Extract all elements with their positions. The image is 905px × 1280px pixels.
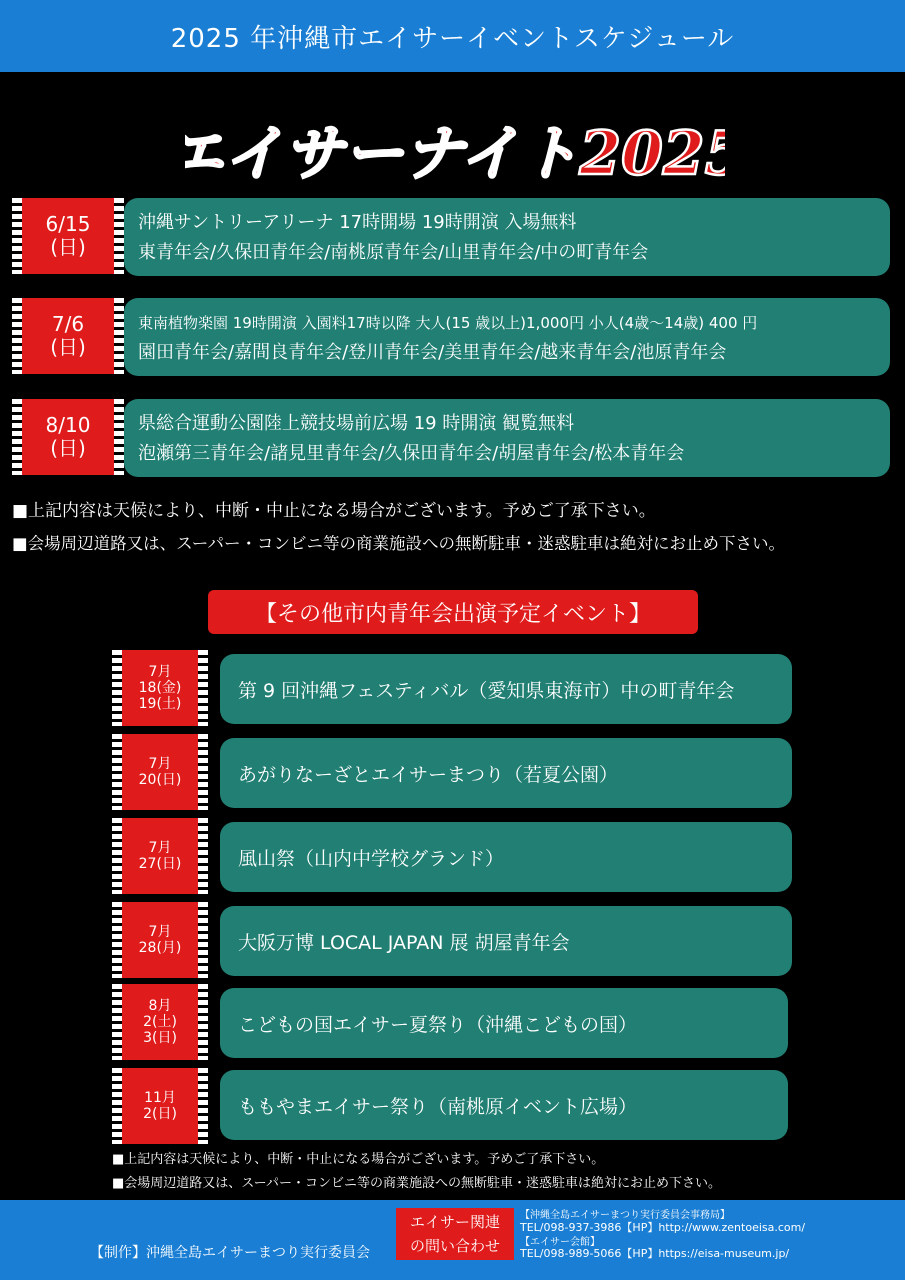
event-venue: 東南植物楽園 19時開演 入園料17時以降 大人(15 歳以上)1,000円 小人(4歳〜14歳) 400 円 bbox=[138, 314, 758, 332]
other-event-date-drum: 7月 28(月) bbox=[112, 902, 208, 978]
producer-credit: 【制作】沖縄全島エイサーまつり実行委員会 bbox=[90, 1245, 370, 1261]
other-events-title: 【その他市内青年会出演予定イベント】 bbox=[208, 590, 698, 634]
other-event-detail: 第 9 回沖縄フェスティバル（愛知県東海市）中の町青年会 bbox=[220, 654, 792, 724]
other-event-detail: こどもの国エイサー夏祭り（沖縄こどもの国） bbox=[220, 988, 788, 1058]
contact-office-name: 【沖縄全島エイサーまつり実行委員会事務局】 bbox=[520, 1210, 730, 1221]
event-venue: 沖縄サントリーアリーナ 17時開場 19時開演 入場無料 bbox=[138, 212, 577, 233]
parking-note: ■会場周辺道路又は、スーパー・コンビニ等の商業施設への無断駐車・迷惑駐車は絶対にお止め下さい。 bbox=[12, 534, 785, 553]
event-detail bbox=[124, 298, 890, 376]
contact-museum-info: TEL/098-989-5066【HP】https://eisa-museum.jp/ bbox=[520, 1247, 790, 1260]
event-day: (日) bbox=[50, 436, 86, 460]
weather-note: ■上記内容は天候により、中断・中止になる場合がございます。予めご了承下さい。 bbox=[12, 501, 656, 521]
eisa-night-logo bbox=[185, 112, 725, 192]
page-title: 2025 年沖縄市エイサーイベントスケジュール bbox=[170, 23, 735, 54]
event-date-drum bbox=[12, 399, 124, 475]
other-event-date-drum: 7月 20(日) bbox=[112, 734, 208, 810]
other-event-detail: ももやまエイサー祭り（南桃原イベント広場） bbox=[220, 1070, 788, 1140]
other-event-date-drum: 7月 27(日) bbox=[112, 818, 208, 894]
contact-museum-name: 【エイサー会館】 bbox=[520, 1237, 600, 1248]
event-detail bbox=[124, 399, 890, 477]
event-groups: 泡瀬第三青年会/諸見里青年会/久保田青年会/胡屋青年会/松本青年会 bbox=[138, 443, 685, 464]
contact-office-info: TEL/098-937-3986【HP】http://www.zentoeisa.com/ bbox=[520, 1221, 806, 1234]
event-groups: 園田青年会/嘉間良青年会/登川青年会/美里青年会/越来青年会/池原青年会 bbox=[138, 342, 727, 363]
other-event-date-drum: 7月 18(金) 19(土) bbox=[112, 650, 208, 726]
event-groups: 東青年会/久保田青年会/南桃原青年会/山里青年会/中の町青年会 bbox=[138, 242, 649, 263]
other-event-date-drum: 11月 2(日) bbox=[112, 1068, 208, 1144]
event-date-drum bbox=[12, 198, 124, 274]
event-date: 7/6 bbox=[51, 312, 85, 336]
page-header bbox=[0, 0, 905, 72]
event-venue: 県総合運動公園陸上競技場前広場 19 時開演 観覧無料 bbox=[138, 413, 575, 434]
event-date: 6/15 bbox=[45, 212, 91, 236]
parking-note-small: ■会場周辺道路又は、スーパー・コンビニ等の商業施設への無断駐車・迷惑駐車は絶対にお止め下さい。 bbox=[112, 1176, 721, 1191]
event-day: (日) bbox=[50, 235, 86, 259]
other-event-date-drum: 8月 2(土) 3(日) bbox=[112, 984, 208, 1060]
event-detail bbox=[124, 198, 890, 276]
svg-text:エイサーナイト2025: エイサーナイト2025 bbox=[185, 119, 725, 189]
other-event-detail: 風山祭（山内中学校グランド） bbox=[220, 822, 792, 892]
weather-note-small: ■上記内容は天候により、中断・中止になる場合がございます。予めご了承下さい。 bbox=[112, 1152, 605, 1167]
event-date-drum bbox=[12, 298, 124, 374]
event-date: 8/10 bbox=[45, 413, 91, 437]
event-day: (日) bbox=[50, 335, 86, 359]
other-event-detail: 大阪万博 LOCAL JAPAN 展 胡屋青年会 bbox=[220, 906, 792, 976]
other-event-detail: あがりなーざとエイサーまつり（若夏公園） bbox=[220, 738, 792, 808]
inquiry-badge: エイサー関連 の問い合わせ bbox=[396, 1208, 514, 1260]
